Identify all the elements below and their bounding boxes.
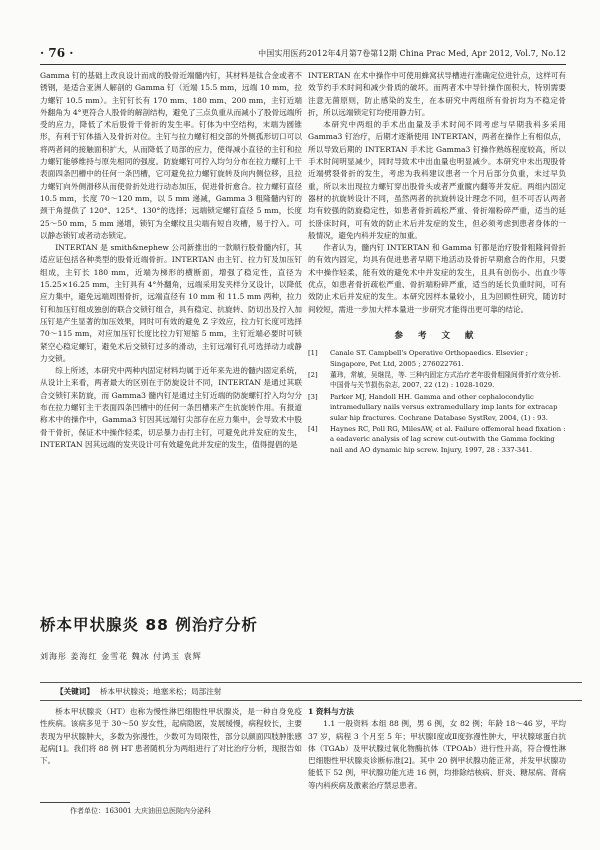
paragraph: 综上所述，本研究中两种内固定材料均属于近年来先进的髓内固定系统，从设计上来看，两者最大的区别在于防旋设计不同，INTERTAN 是通过其联合交锁钉来防旋，而 Gamma3 髓内钉是通过主钉近端的防旋螺钉拧入均匀分布在拉力螺钉主干表面四条凹槽中的任何一条凹槽来产生抗旋转作用。有报道称术中的操作中，Gamma3 钉因其远端钉尖部存在应力集中，会导致术中股骨干骨折，保证术中操作轻柔，切忌暴力击打主钉，可避免此并发症的发生，INTERTAN 因其远端的发夹设计可有效避免此并发症的发生，值得提倡的是 (40, 366, 302, 449)
footnote-rule (40, 802, 130, 803)
reference-text: 董玮，常敏，吴继昆，等. 三种内固定方式治疗老年股骨粗隆间骨折疗效分析. 中国骨与关节损伤杂志, 2007, 22 (12) : 1028-1029. (330, 371, 561, 390)
methods-paragraph: 1.1 一般资料 本组 88 例，男 6 例，女 82 例；年龄 18～46 岁，平均 37 岁，病程 3 个月至 5 年；甲状腺Ⅰ度或Ⅱ度弥漫性肿大，甲状腺球蛋白抗体（TGAb）及甲状腺过氧化物酶抗体（TPOAb）进行性升高，符合慢性淋巴细胞性甲状腺炎诊断标准[2]。其中 20 例甲状腺功能正常，并发甲状腺功能低下 52 例，甲状腺功能亢进 16 例，均排除结核病、肝炎、糖尿病、肾病等内科疾病及激素治疗禁忌患者。 (308, 719, 566, 790)
paragraph: 作者认为，髓内钉 INTERTAN 和 Gamma 钉都是治疗股骨粗隆间骨折的有效内固定，均具有促进患者早期下地活动及骨折早期愈合的作用，只要术中操作轻柔，能有效的避免术中并发症的发生，且具有创伤小、出血少等优点，如患者骨折疏松严重、骨折端粉碎严重，适当的延长负重时间，可有效防止术后并发症的发生。本研究因样本量较小，且为回顾性研究，随访时间较短，需进一步加大样本量进一步研究才能得出更可靠的结论。 (308, 243, 566, 314)
paragraph: INTERTAN 在术中操作中可使用蜂窝状导槽进行准确定位进针点，这样可有效节约手术时间和减少骨质的破坏。而两者术中导针操作面积大，特别需要注意无菌原则，防止感染的发生，在本研究中两组所有骨折均为不稳定骨折，所以远端锁定钉均使用静力钉。 (308, 71, 566, 117)
reference-item (308, 424, 566, 455)
keywords-text: 桥本甲状腺炎；地塞米松；局部注射 (99, 687, 222, 696)
reference-text: Parker MJ, Handoll HH. Gamma and other cephalocondylic intramedullary nails versus extramedullary imp lants for extracap sular hip fractures. Cochrane Database SystRev, 2004, (1) : 93. (330, 392, 558, 422)
reference-number: [4] (308, 425, 318, 434)
left-column (40, 70, 302, 451)
keywords-bar (40, 682, 582, 701)
intro-paragraph: 桥本甲状腺炎（HT）也称为慢性淋巴细胞性甲状腺炎，是一种自身免疫性疾病。该病多见于 30～50 岁女性，起病隐匿，发展缓慢，病程较长，主要表现为甲状腺肿大，多数为弥漫性，少数可为局限性，部分以颜面四肢肿胀感起病[1]。我们将 88 例 HT 患者随机分为两组进行了对比治疗分析，现报告如下。 (40, 707, 302, 766)
reference-number: [1] (308, 349, 318, 358)
methods-column (308, 706, 566, 792)
section-heading: 1 资料与方法 (308, 707, 354, 716)
reference-text: Canale ST. Campbell's Operative Orthopaedics. Elsevier ; Singapore, Pet Ltd, 2005 ; 276022761. (330, 349, 528, 368)
article-title: 桥本甲状腺炎 88 例治疗分析 (40, 616, 258, 634)
reference-text: Haynes RC, Poll RG, MilesAW, et al. Failure offemoral head fixation : a eadaveric analysis of lag screw cut-outwith the Gamma focking nail and AO dynamic hip screw. Injury, 1997, 28 : 337-341. (330, 425, 566, 454)
paragraph: Gamma 钉的基础上改良设计而成的股骨近端髓内钉，其材料是钛合金或者不锈钢，是适合亚洲人解剖的 Gamma 钉（近端 15.5 mm，远端 10 mm，拉力螺钉 10.5 mm）。主钉钉长有 170 mm、180 mm、200 mm，主钉近端外翻角为 4°更符合人股骨的解剖结构，避免了三点负重从而减小了股骨远端所受的应力，降低了术后股骨干骨折的发生率。钉体为中空结构，末端为圆锥形，有利于钉体插入及骨折对位。主钉与拉力螺钉相交部的外侧孤形切口可以将两者间的接触面积扩大，从而降低了局部的应力，使得减小直径的主钉和拉力螺钉能够维持与原先相同的强度。防旋螺钉可拧入均匀分布在拉力螺钉上干表面四条凹槽中的任何一条凹槽，它可避免拉力螺钉旋转及向内侧位移，且拉力螺钉向外侧滑移从而使骨折处进行动态加压，促进骨折愈合。拉力螺钉直径 10.5 mm，长度 70～120 mm，以 5 mm 递减，Gamma 3 粗隆髓内钉的颈干角提供了 120°、125°、130°的选择；远端锁定螺钉直径 5 mm，长度 25～50 mm，5 mm 递增，锁钉为全螺纹且尖端有短自攻槽，易于拧入。可以静态锁钉或者动态锁定。 (40, 71, 302, 240)
journal-citation: 中国实用医药2012年4月第7卷第12期 China Prac Med, Apr 2012, Vol.7, No.12 (258, 49, 566, 58)
reference-number: [2] (308, 371, 318, 380)
article-intro-column (40, 706, 302, 767)
reference-number: [3] (308, 392, 318, 401)
paragraph: INTERTAN 是 smith&nephew 公司新推出的一款顺行股骨髓内钉，其适应证包括各种类型的股骨近端骨折。INTERTAN 由主钉、拉力钉及加压钉组成，主钉长 180 mm，近端为梯形的横断面，增强了稳定性，直径为 15.25×16.25 mm，主钉具有 4°外翻角，远端采用发夹样分叉设计，以降低应力集中，避免远端周围骨折，远端直径有 10 mm 和 11.5 mm 两种，拉力钉和加压钉组成独创的联合交锁钉组合，具有稳定、抗旋转、防切出及拧入加压钉是产生显著的加压效果，同时可有效的避免 Z 字效应，拉力钉长度可选择 70～115 mm，对应加压钉长度比拉力钉短缩 5 mm，主钉近端必要时可锁紧空心稳定螺钉，避免术后交锁钉过多的滑动，主钉远端钉孔可选择动力或静力交锁。 (40, 243, 302, 363)
article-authors: 刘海彤 姜海红 金雪花 魏冰 付鸿玉 袁辉 (40, 652, 202, 661)
page-number: · 76 · (40, 46, 74, 60)
header-rule (40, 64, 566, 65)
reference-item (308, 348, 566, 369)
keywords-label: 【关键词】 (56, 687, 94, 696)
references-title: 参 考 文 献 (394, 330, 480, 341)
reference-item (308, 392, 566, 423)
author-affiliation: 作者单位：163001 大庆油田总医院内分泌科 (70, 807, 211, 815)
reference-item (308, 370, 566, 391)
right-column (308, 70, 566, 456)
paragraph: 本研究中两组的手术出血量及手术时间不同考虑与早期我科多采用 Gamma3 钉治疗，后期才逐渐使用 INTERTAN，两者在操作上有相似点，所以导致后期的 INTERTAN 手术比 Gamma3 钉操作熟练程度较高，所以手术时间明显减少，同时导致术中出血量也明显减少。本研究中未出现股骨近端劈裂骨折的发生，考虑为我科建议患者一个月后部分负重，未过早负重，所以未出现拉力螺钉穿出股骨头或者严重髋内翻等并发症。两组内固定器材的抗旋转设计不同，虽然两者的抗旋转设计理念不同，但不可否认两者均有较强的防旋稳定性，如患者骨折疏松严重、骨折端粉碎严重，适当的延长卧床时间，可有效的防止术后并发症的发生，但必须考虑到患者身体的一般情况，避免内科并发症的加重。 (308, 120, 566, 240)
page-header (40, 46, 566, 62)
